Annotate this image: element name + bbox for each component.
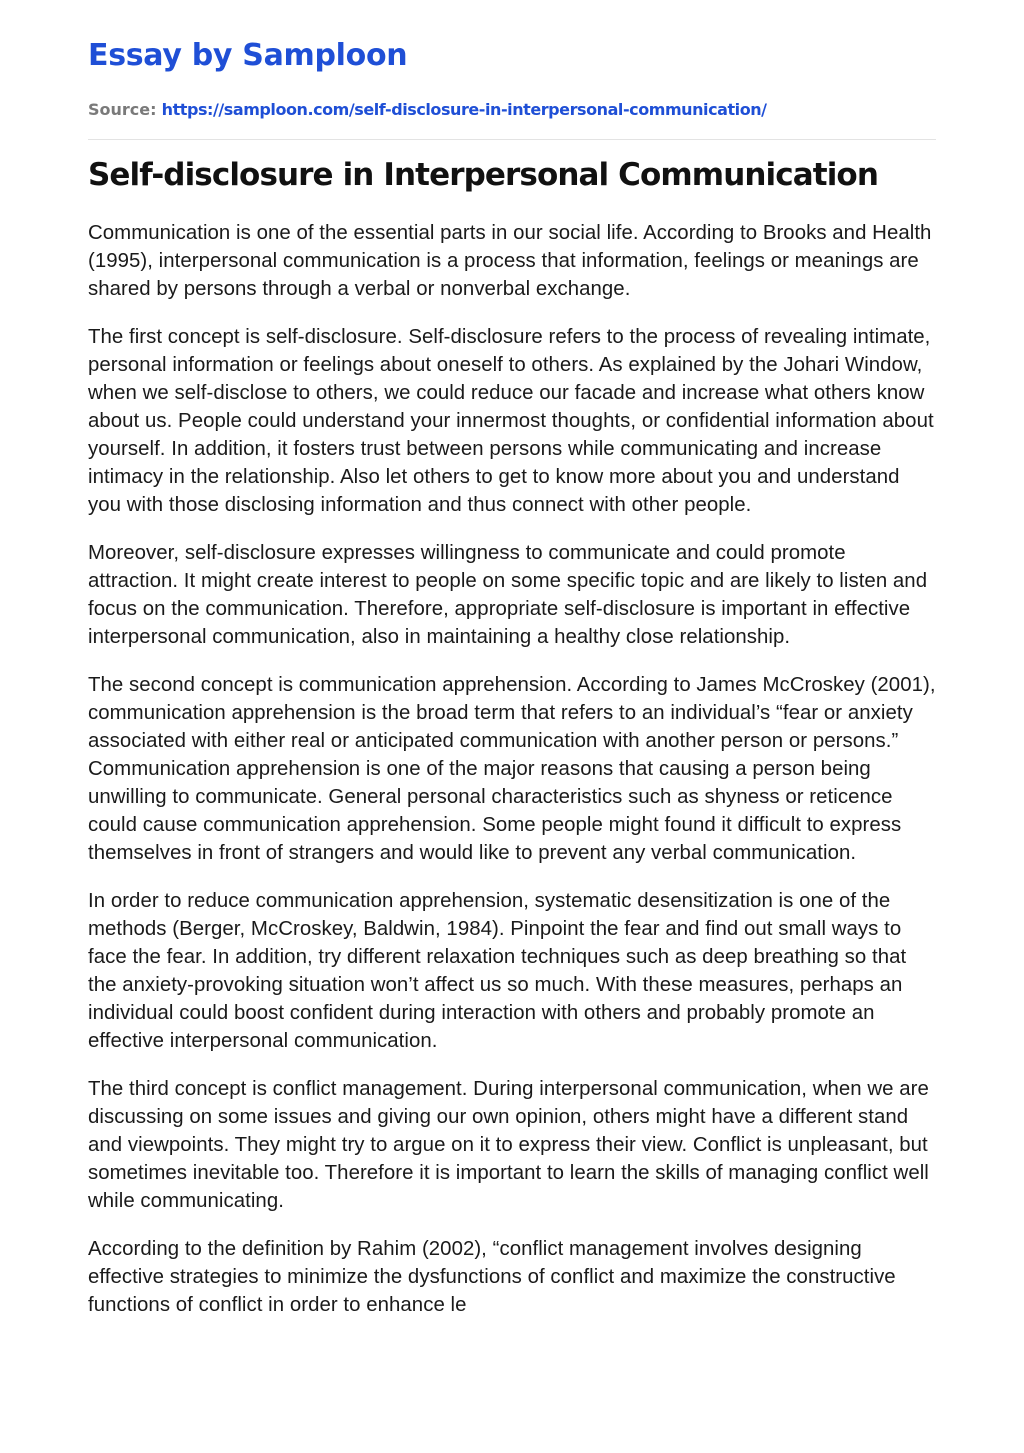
source-label: Source: [88,100,157,119]
essay-body [88,219,936,1319]
essay-title: Self-disclosure in Interpersonal Communication [88,157,878,193]
source-line [88,99,936,121]
paragraph-5: In order to reduce communication apprehension, systematic desensitization is one of the methods (Berger, McCroskey, Baldwin, 1984). Pinpoint the fear and find out small ways to face the fear. In addition, try different relaxation techniques such as deep breathing so that the anxiety-provoking situation won’t affect us so much. With these measures, perhaps an individual could boost confident during interaction with others and probably promote an effective interpersonal communication. [88,890,907,1052]
header-divider [88,139,936,140]
paragraph-3: Moreover, self-disclosure expresses willingness to communicate and could promote attraction. It might create interest to people on some specific topic and are likely to listen and focus on the communication. Therefore, appropriate self-disclosure is important in effective interpersonal communication, also in maintaining a healthy close relationship. [88,542,928,648]
paragraph-1: Communication is one of the essential parts in our social life. According to Brooks and Health (1995), interpersonal communication is a process that information, feelings or meanings are shared by persons through a verbal or nonverbal exchange. [88,222,932,300]
paragraph-4: The second concept is communication apprehension. According to James McCroskey (2001), communication apprehension is the broad term that refers to an individual’s “fear or anxiety associated with either real or anticipated communication with another person or persons.” Communication apprehension is one of the major reasons that causing a person being unwilling to communicate. General personal characteristics such as shyness or reticence could cause communication apprehension. Some people might found it difficult to express themselves in front of strangers and would like to prevent any verbal communication. [88,674,936,864]
source-link[interactable]: https://samploon.com/self-disclosure-in-interpersonal-communication/ [161,100,767,119]
paragraph-7: According to the definition by Rahim (2002), “conflict management involves designing effective strategies to minimize the dysfunctions of conflict and maximize the constructive functions of conflict in order to enhance le [88,1238,896,1316]
essay-page [88,0,936,1339]
brand-title: Essay by Samploon [88,38,408,73]
paragraph-6: The third concept is conflict management. During interpersonal communication, when we are discussing on some issues and giving our own opinion, others might have a different stand and viewpoints. They might try to argue on it to express their view. Conflict is unpleasant, but sometimes inevitable too. Therefore it is important to learn the skills of managing conflict well while communicating. [88,1078,929,1212]
paragraph-2: The first concept is self-disclosure. Self-disclosure refers to the process of revealing intimate, personal information or feelings about oneself to others. As explained by the Johari Window, when we self-disclose to others, we could reduce our facade and increase what others know about us. People could understand your innermost thoughts, or confidential information about yourself. In addition, it fosters trust between persons while communicating and increase intimacy in the relationship. Also let others to get to know more about you and understand you with those disclosing information and thus connect with other people. [88,326,934,516]
